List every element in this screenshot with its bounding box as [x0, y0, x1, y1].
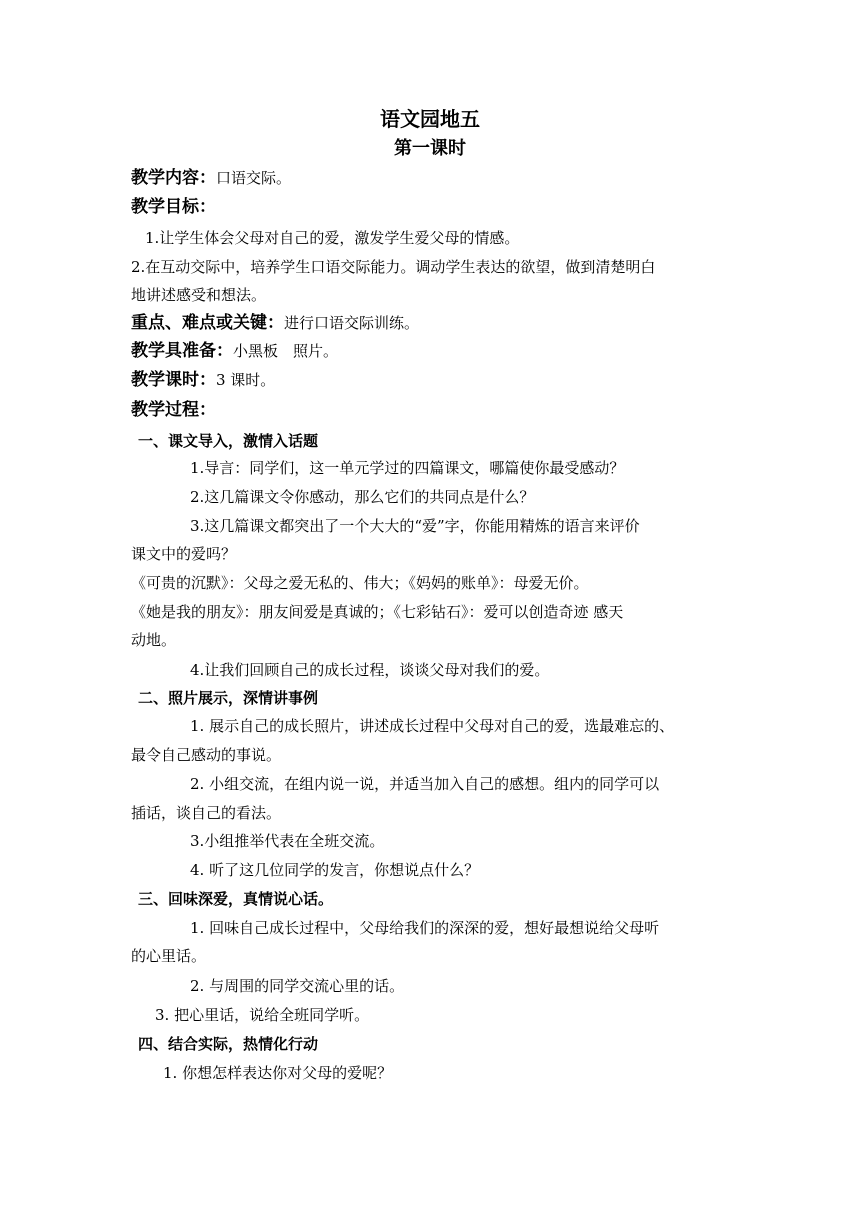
section-3-paragraph-2: 2. 与周围的同学交流心里的话。: [190, 977, 405, 995]
section-2-paragraph-3: 3.小组推举代表在全班交流。: [190, 832, 385, 850]
section-1-paragraph-3-line-2: 课文中的爱吗？: [131, 545, 237, 563]
section-1-paragraph-6: 4.让我们回顾自己的成长过程，谈谈父母对我们的爱。: [190, 661, 550, 679]
goal-item-1: 1.让学生体会父母对自己的爱，激发学生爱父母的情感。: [145, 229, 520, 247]
section-2-paragraph-2-line-1: 2. 小组交流，在组内说一说，并适当加入自己的感想。组内的同学可以: [190, 775, 660, 793]
section-2-paragraph-1-line-1: 1. 展示自己的成长照片，讲述成长过程中父母对自己的爱，选最难忘的、: [190, 717, 675, 735]
key-points-value: 进行口语交际训练。: [284, 314, 420, 332]
document-subtitle: 第一课时: [394, 138, 466, 159]
section-1-paragraph-3-line-1: 3.这几篇课文都突出了一个大大的“爱”字，你能用精炼的语言来评价: [190, 517, 640, 535]
key-points-row: [131, 313, 419, 333]
section-1-paragraph-1: 1.导言：同学们，这一单元学过的四篇课文，哪篇使你最受感动？: [190, 459, 625, 477]
document-title: 语文园地五: [380, 107, 480, 131]
section-4-paragraph-1: 1. 你想怎样表达你对父母的爱呢？: [163, 1064, 393, 1082]
teaching-goals-label: 教学目标：: [131, 197, 216, 217]
class-hours-label: 教学课时：: [131, 370, 216, 390]
section-1-paragraph-4: 《可贵的沉默》：父母之爱无私的、伟大；《妈妈的账单》：母爱无价。: [131, 574, 589, 592]
section-2-paragraph-4: 4. 听了这几位同学的发言，你想说点什么？: [190, 861, 480, 879]
section-3-paragraph-1-line-2: 的心里话。: [131, 947, 207, 965]
goal-item-2-line-2: 地讲述感受和想法。: [131, 286, 267, 304]
section-3-paragraph-1-line-1: 1. 回味自己成长过程中，父母给我们的深深的爱，想好最想说给父母听: [190, 919, 660, 937]
section-2-paragraph-1-line-2: 最令自己感动的事说。: [131, 746, 282, 764]
section-1-paragraph-2: 2.这几篇课文令你感动，那么它们的共同点是什么？: [190, 488, 535, 506]
section-4-heading: 四、结合实际，热情化行动: [138, 1035, 319, 1053]
section-3-heading: 三、回味深爱，真情说心话。: [138, 890, 334, 908]
section-2-paragraph-2-line-2: 插话，谈自己的看法。: [131, 804, 282, 822]
materials-row: [131, 341, 338, 361]
teaching-goals-row: [131, 197, 216, 217]
process-label: 教学过程：: [131, 400, 216, 420]
section-1-paragraph-5-line-2: 动地。: [131, 631, 177, 649]
class-hours-value: 3 课时。: [216, 371, 276, 389]
section-2-heading: 二、照片展示，深情讲事例: [138, 689, 319, 707]
teaching-content-label: 教学内容：: [131, 168, 216, 188]
teaching-content-row: [131, 168, 291, 188]
section-3-paragraph-3: 3. 把心里话，说给全班同学听。: [155, 1006, 370, 1024]
section-1-heading: 一、课文导入，激情入话题: [138, 432, 319, 450]
section-1-paragraph-5-line-1: 《她是我的朋友》：朋友间爱是真诚的；《七彩钻石》：爱可以创造奇迹 感天: [131, 603, 624, 621]
class-hours-row: [131, 370, 275, 390]
materials-value: 小黑板 照片。: [233, 342, 339, 360]
teaching-content-value: 口语交际。: [216, 169, 292, 187]
materials-label: 教学具准备：: [131, 341, 233, 361]
key-points-label: 重点、难点或关键：: [131, 313, 284, 333]
goal-item-2-line-1: 2.在互动交际中，培养学生口语交际能力。调动学生表达的欲望，做到清楚明白: [131, 258, 656, 276]
process-row: [131, 400, 216, 420]
